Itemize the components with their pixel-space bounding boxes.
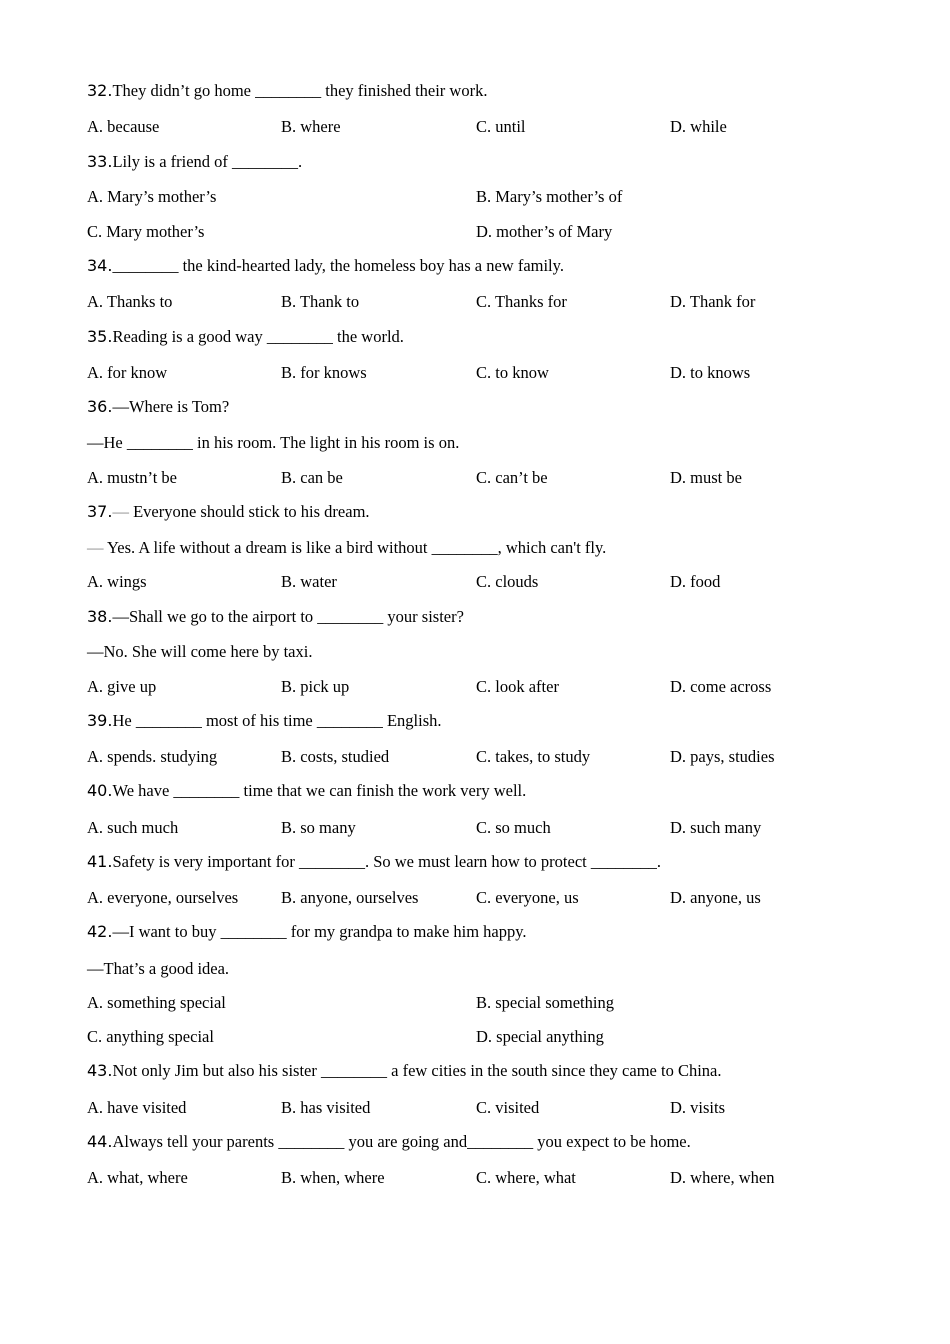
question-stem: ________ the kind-hearted lady, the homeless boy has a new family. xyxy=(112,256,564,275)
option-d[interactable]: D. must be xyxy=(670,468,742,487)
question-number: 38. xyxy=(87,607,113,626)
option-d[interactable]: D. Thank for xyxy=(670,292,756,311)
option-b[interactable]: B. pick up xyxy=(281,677,350,696)
option-b[interactable]: B. for knows xyxy=(281,363,367,382)
option-c[interactable]: C. Thanks for xyxy=(476,292,567,311)
question-number: 32. xyxy=(87,81,113,100)
option-a[interactable]: A. what, where xyxy=(87,1168,188,1187)
option-b[interactable]: B. anyone, ourselves xyxy=(281,888,419,907)
question-number: 40. xyxy=(87,781,113,800)
option-a[interactable]: A. Thanks to xyxy=(87,292,173,311)
option-a[interactable]: A. for know xyxy=(87,363,168,382)
option-c[interactable]: C. where, what xyxy=(476,1168,576,1187)
option-a[interactable]: A. Mary’s mother’s xyxy=(87,187,217,206)
question-42 xyxy=(87,922,527,942)
option-b[interactable]: B. Thank to xyxy=(281,292,360,311)
question-37 xyxy=(87,502,370,522)
question-34 xyxy=(87,256,564,276)
question-number: 42. xyxy=(87,922,113,941)
question-39 xyxy=(87,711,442,731)
option-b[interactable]: B. so many xyxy=(281,818,356,837)
option-b[interactable]: B. Mary’s mother’s of xyxy=(476,187,623,206)
option-c[interactable]: C. clouds xyxy=(476,572,539,591)
option-d[interactable]: D. while xyxy=(670,117,727,136)
dialogue-dash: — xyxy=(87,538,104,557)
option-d[interactable]: D. special anything xyxy=(476,1027,604,1046)
question-number: 35. xyxy=(87,327,113,346)
question-number: 44. xyxy=(87,1132,113,1151)
option-c[interactable]: C. anything special xyxy=(87,1027,214,1046)
option-b[interactable]: B. special something xyxy=(476,993,614,1012)
option-d[interactable]: D. such many xyxy=(670,818,762,837)
option-c[interactable]: C. look after xyxy=(476,677,559,696)
option-d[interactable]: D. mother’s of Mary xyxy=(476,222,613,241)
question-38 xyxy=(87,607,464,627)
question-number: 33. xyxy=(87,152,113,171)
question-41 xyxy=(87,852,661,872)
option-a[interactable]: A. because xyxy=(87,117,160,136)
question-stem: We have ________ time that we can finish the work very well. xyxy=(112,781,527,800)
option-a[interactable]: A. spends. studying xyxy=(87,747,218,766)
question-36 xyxy=(87,397,229,417)
option-d[interactable]: D. visits xyxy=(670,1098,726,1117)
question-32 xyxy=(87,81,487,101)
question-stem: Safety is very important for ________. So we must learn how to protect ________. xyxy=(112,852,661,871)
option-a[interactable]: A. give up xyxy=(87,677,157,696)
option-c[interactable]: C. until xyxy=(476,117,526,136)
option-d[interactable]: D. to knows xyxy=(670,363,751,382)
option-d[interactable]: D. pays, studies xyxy=(670,747,775,766)
question-number: 41. xyxy=(87,852,113,871)
option-c[interactable]: C. can’t be xyxy=(476,468,548,487)
option-b[interactable]: B. water xyxy=(281,572,337,591)
option-a[interactable]: A. everyone, ourselves xyxy=(87,888,239,907)
question-35 xyxy=(87,327,404,347)
option-a[interactable]: A. have visited xyxy=(87,1098,187,1117)
option-a[interactable]: A. wings xyxy=(87,572,147,591)
question-stem-reply: —He ________ in his room. The light in his room is on. xyxy=(87,433,460,452)
question-stem: —Where is Tom? xyxy=(112,397,230,416)
question-33 xyxy=(87,152,302,172)
question-stem: He ________ most of his time ________ English. xyxy=(112,711,442,730)
option-b[interactable]: B. when, where xyxy=(281,1168,385,1187)
option-b[interactable]: B. where xyxy=(281,117,341,136)
question-stem: Always tell your parents ________ you are going and________ you expect to be home. xyxy=(112,1132,691,1151)
question-number: 37. xyxy=(87,502,113,521)
question-stem: Reading is a good way ________ the world. xyxy=(112,327,404,346)
dialogue-dash: — xyxy=(112,502,129,521)
question-40 xyxy=(87,781,526,801)
option-d[interactable]: D. come across xyxy=(670,677,772,696)
option-c[interactable]: C. everyone, us xyxy=(476,888,579,907)
question-stem: Everyone should stick to his dream. xyxy=(128,502,370,521)
option-b[interactable]: B. has visited xyxy=(281,1098,371,1117)
option-d[interactable]: D. where, when xyxy=(670,1168,775,1187)
question-number: 39. xyxy=(87,711,113,730)
option-c[interactable]: C. to know xyxy=(476,363,549,382)
option-a[interactable]: A. mustn’t be xyxy=(87,468,177,487)
option-c[interactable]: C. so much xyxy=(476,818,551,837)
question-43 xyxy=(87,1061,722,1081)
option-c[interactable]: C. visited xyxy=(476,1098,540,1117)
question-number: 36. xyxy=(87,397,113,416)
reply-text: Yes. A life without a dream is like a bird without ________, which can't fly. xyxy=(103,538,607,557)
question-stem: They didn’t go home ________ they finished their work. xyxy=(112,81,488,100)
question-stem: Lily is a friend of ________. xyxy=(112,152,303,171)
question-stem-reply: —No. She will come here by taxi. xyxy=(87,642,313,661)
question-stem-reply: —That’s a good idea. xyxy=(87,959,230,978)
question-44 xyxy=(87,1132,691,1152)
question-stem: —Shall we go to the airport to ________ your sister? xyxy=(112,607,464,626)
option-a[interactable]: A. something special xyxy=(87,993,226,1012)
option-b[interactable]: B. can be xyxy=(281,468,343,487)
option-c[interactable]: C. Mary mother’s xyxy=(87,222,205,241)
option-c[interactable]: C. takes, to study xyxy=(476,747,591,766)
question-number: 34. xyxy=(87,256,113,275)
option-d[interactable]: D. food xyxy=(670,572,721,591)
option-a[interactable]: A. such much xyxy=(87,818,179,837)
question-stem-reply xyxy=(87,538,606,558)
option-d[interactable]: D. anyone, us xyxy=(670,888,761,907)
option-b[interactable]: B. costs, studied xyxy=(281,747,390,766)
question-number: 43. xyxy=(87,1061,113,1080)
question-stem: —I want to buy ________ for my grandpa to make him happy. xyxy=(112,922,527,941)
question-stem: Not only Jim but also his sister ________ a few cities in the south since they came to China. xyxy=(112,1061,722,1080)
